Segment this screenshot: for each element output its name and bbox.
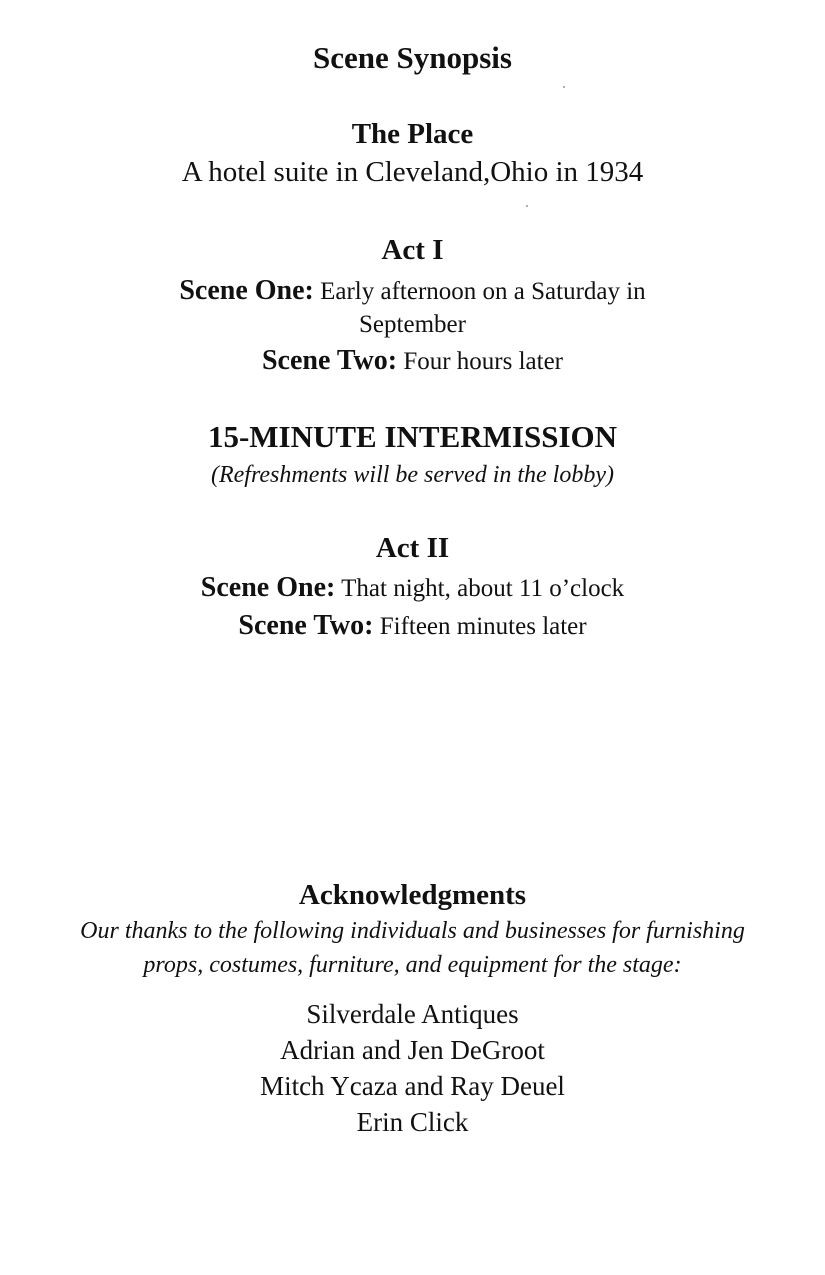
act1-scene-two bbox=[0, 347, 825, 375]
acknowledgment-name: Silverdale Antiques bbox=[306, 999, 519, 1029]
act1-heading: Act I bbox=[381, 234, 444, 266]
act1-scene-two-label: Scene Two: bbox=[261, 345, 398, 376]
acknowledgment-name: Adrian and Jen DeGroot bbox=[280, 1035, 545, 1065]
act2-scene-two-label: Scene Two: bbox=[238, 610, 374, 641]
act2-scene-one-text: That night, about 11 o’clock bbox=[341, 575, 625, 602]
acknowledgments-heading: Acknowledgments bbox=[298, 879, 527, 911]
act2-heading: Act II bbox=[375, 532, 450, 564]
acknowledgments-intro-line2: props, costumes, furniture, and equipment for the stage: bbox=[143, 952, 682, 978]
act1-scene-one-cont: September bbox=[359, 311, 466, 338]
act1-scene-two-text: Four hours later bbox=[403, 348, 564, 375]
act2-scene-one bbox=[0, 574, 825, 602]
scan-speck bbox=[563, 86, 565, 88]
act2-scene-two-text: Fifteen minutes later bbox=[379, 613, 587, 640]
acknowledgment-name: Erin Click bbox=[356, 1107, 469, 1137]
intermission-heading: 15-MINUTE INTERMISSION bbox=[207, 419, 618, 454]
intermission-note: (Refreshments will be served in the lobby) bbox=[210, 462, 614, 488]
act1-scene-one-text: Early afternoon on a Saturday in bbox=[320, 278, 646, 305]
acknowledgment-name: Mitch Ycaza and Ray Deuel bbox=[260, 1071, 565, 1101]
act1-scene-one-label: Scene One: bbox=[179, 275, 314, 306]
place-description: A hotel suite in Cleveland,Ohio in 1934 bbox=[181, 156, 644, 188]
act2-scene-two bbox=[0, 612, 825, 640]
act1-scene-one bbox=[0, 277, 825, 305]
scan-speck bbox=[526, 205, 528, 207]
place-heading: The Place bbox=[351, 118, 474, 150]
page-title: Scene Synopsis bbox=[313, 40, 512, 75]
act2-scene-one-label: Scene One: bbox=[200, 572, 336, 603]
acknowledgments-intro-line1: Our thanks to the following individuals and businesses for furnishing bbox=[80, 918, 745, 944]
